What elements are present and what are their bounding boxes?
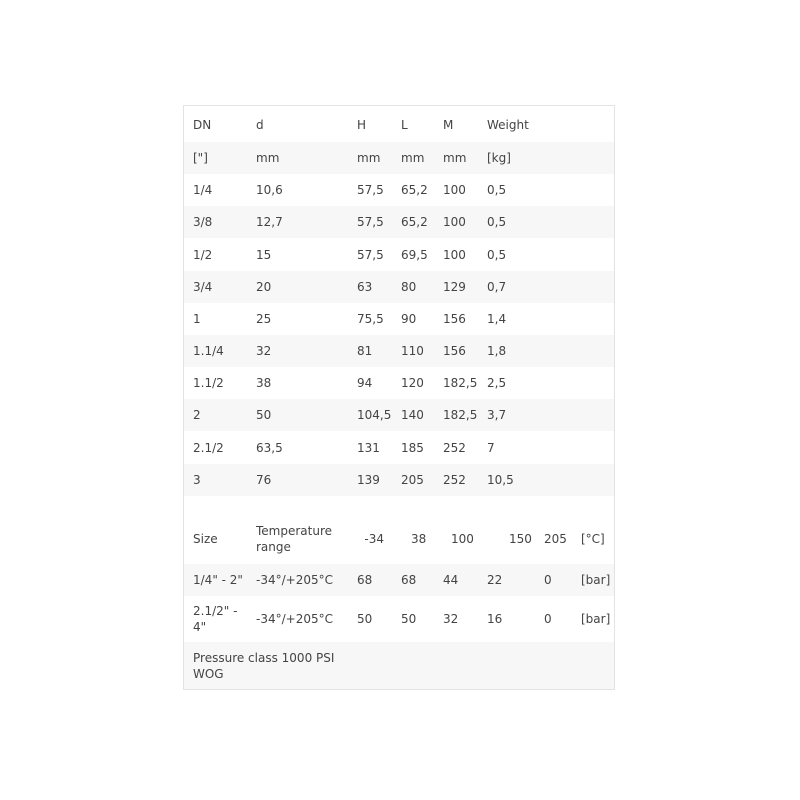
cell-l: 69,5 [401,248,428,262]
cell-weight: 7 [487,441,495,455]
cell-d: 25 [256,312,272,326]
table-row [184,464,614,496]
dims-unit-weight: [kg] [487,151,511,165]
cell-pressure-100: 44 [443,573,459,587]
table-row [184,271,614,303]
cell-m: 156 [443,312,466,326]
cell-weight: 2,5 [487,376,507,390]
cell-h: 57,5 [357,183,384,197]
cell-size: 2.1/2" - 4" [193,604,238,634]
dims-header-row [184,109,614,141]
cell-l: 140 [401,408,424,422]
cell-dn: 3 [193,473,201,487]
cell-d: 10,6 [256,183,283,197]
dims-header-h: H [357,118,367,132]
cell-weight: 0,5 [487,215,507,229]
pressure-header-unit: [°C] [581,532,605,546]
cell-weight: 1,4 [487,312,507,326]
cell-m: 129 [443,280,466,294]
cell-h: 75,5 [357,312,384,326]
cell-dn: 2.1/2 [193,441,224,455]
cell-d: 76 [256,473,272,487]
spec-sheet [183,105,615,690]
dims-units-row [184,142,614,174]
dims-unit-h: mm [357,151,381,165]
cell-pressure-minus34: 50 [357,612,373,626]
dims-header-weight: Weight [487,118,529,132]
dims-unit-l: mm [401,151,425,165]
cell-d: 32 [256,344,272,358]
cell-weight: 10,5 [487,473,514,487]
cell-dn: 1 [193,312,201,326]
table-row [184,564,614,596]
cell-dn: 1.1/4 [193,344,224,358]
cell-m: 252 [443,473,466,487]
cell-m: 100 [443,248,466,262]
cell-dn: 3/4 [193,280,213,294]
cell-dn: 3/8 [193,215,213,229]
cell-h: 57,5 [357,248,384,262]
cell-pressure-unit: [bar] [581,612,611,626]
cell-d: 15 [256,248,272,262]
dims-header-l: L [401,118,408,132]
table-row [184,239,614,271]
cell-h: 94 [357,376,373,390]
cell-m: 156 [443,344,466,358]
dims-header-d: d [256,118,264,132]
cell-m: 100 [443,215,466,229]
cell-l: 65,2 [401,215,428,229]
pressure-header-temperature-range: Temperature range [256,524,333,554]
cell-m: 182,5 [443,376,478,390]
cell-pressure-150: 22 [487,573,503,587]
pressure-header-temp-100: 100 [451,532,474,546]
cell-h: 57,5 [357,215,384,229]
cell-dn: 1/2 [193,248,213,262]
cell-h: 104,5 [357,408,392,422]
cell-weight: 0,5 [487,248,507,262]
cell-temperature-range: -34°/+205°C [256,573,333,587]
cell-h: 139 [357,473,380,487]
cell-dn: 1.1/2 [193,376,224,390]
cell-weight: 1,8 [487,344,507,358]
cell-m: 252 [443,441,466,455]
table-row [184,432,614,464]
cell-l: 185 [401,441,424,455]
cell-size: 1/4" - 2" [193,573,243,587]
dims-unit-m: mm [443,151,467,165]
cell-l: 80 [401,280,417,294]
dims-header-dn: DN [193,118,212,132]
pressure-header-size: Size [193,532,218,546]
cell-l: 205 [401,473,424,487]
pressure-class-note: Pressure class 1000 PSI WOG [193,651,335,681]
cell-h: 81 [357,344,373,358]
table-row [184,174,614,206]
dims-header-m: M [443,118,454,132]
pressure-header-temp-38: 38 [411,532,427,546]
cell-l: 65,2 [401,183,428,197]
table-row [184,206,614,238]
cell-d: 12,7 [256,215,283,229]
cell-m: 182,5 [443,408,478,422]
cell-d: 38 [256,376,272,390]
cell-l: 120 [401,376,424,390]
table-row [184,303,614,335]
dims-unit-dn: ["] [193,151,208,165]
cell-pressure-150: 16 [487,612,503,626]
table-row [184,596,614,642]
cell-m: 100 [443,183,466,197]
cell-pressure-unit: [bar] [581,573,611,587]
cell-dn: 2 [193,408,201,422]
pressure-header-temp-minus34: -34 [364,532,384,546]
cell-weight: 0,5 [487,183,507,197]
cell-pressure-38: 50 [401,612,417,626]
pressure-header-row [184,514,614,564]
cell-temperature-range: -34°/+205°C [256,612,333,626]
cell-pressure-38: 68 [401,573,417,587]
pressure-header-temp-205: 205 [544,532,567,546]
cell-weight: 0,7 [487,280,507,294]
dims-unit-d: mm [256,151,280,165]
cell-pressure-205: 0 [544,612,552,626]
cell-h: 63 [357,280,373,294]
cell-weight: 3,7 [487,408,507,422]
cell-l: 110 [401,344,424,358]
cell-h: 131 [357,441,380,455]
table-row [184,335,614,367]
pressure-header-temp-150: 150 [509,532,532,546]
table-row [184,399,614,431]
cell-d: 63,5 [256,441,283,455]
cell-l: 90 [401,312,417,326]
cell-pressure-100: 32 [443,612,459,626]
cell-pressure-205: 0 [544,573,552,587]
cell-dn: 1/4 [193,183,213,197]
cell-d: 20 [256,280,272,294]
cell-d: 50 [256,408,272,422]
table-row [184,367,614,399]
footer-note-row [184,642,614,690]
cell-pressure-minus34: 68 [357,573,373,587]
